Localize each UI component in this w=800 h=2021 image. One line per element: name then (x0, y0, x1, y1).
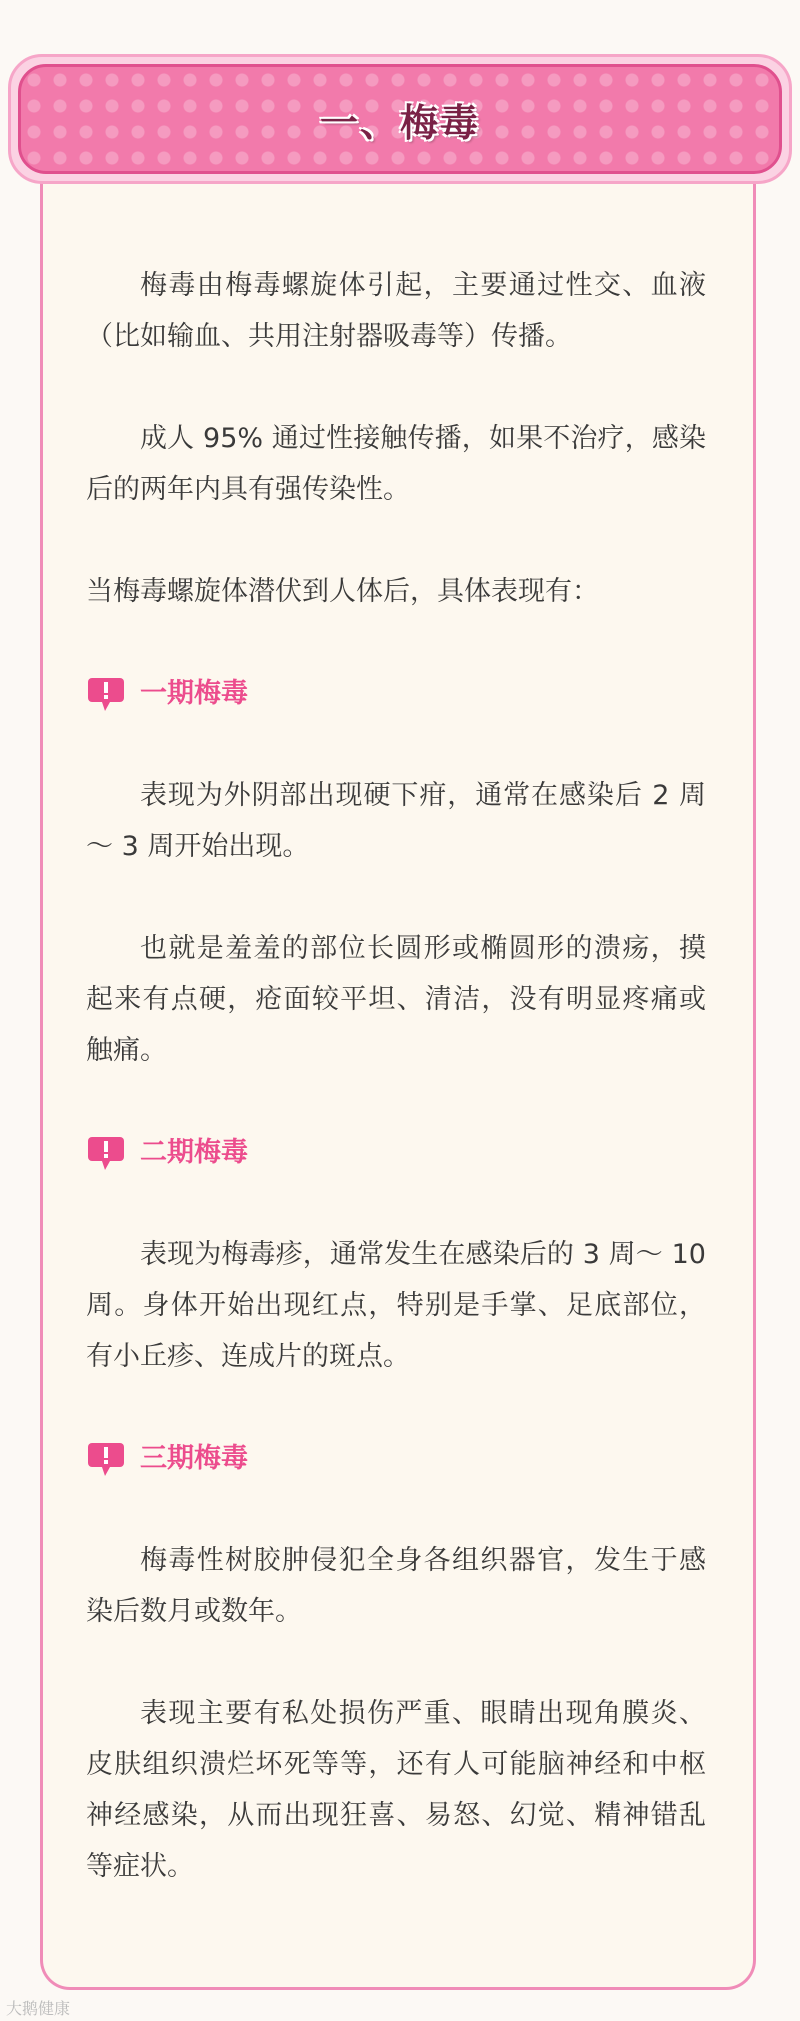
article-body (86, 260, 706, 1943)
stage3-paragraph-2: 表现主要有私处损伤严重、眼睛出现角膜炎、皮肤组织溃烂坏死等等，还有人可能脑神经和中枢神经感染，从而出现狂喜、易怒、幻觉、精神错乱等症状。 (86, 1698, 706, 1882)
watermark: 大鹅健康 (6, 1999, 71, 2018)
stage3-title: 三期梅毒 (140, 1443, 248, 1474)
stage2-paragraph-1: 表现为梅毒疹，通常发生在感染后的 3 周～ 10 周。身体开始出现红点，特别是手掌、足底部位，有小丘疹、连成片的斑点。 (86, 1239, 706, 1372)
stage2-title: 二期梅毒 (140, 1137, 248, 1168)
intro-paragraph-1: 梅毒由梅毒螺旋体引起，主要通过性交、血液（比如输血、共用注射器吸毒等）传播。 (86, 270, 706, 352)
intro-paragraph-3: 当梅毒螺旋体潜伏到人体后，具体表现有： (86, 576, 599, 607)
intro-paragraph-2: 成人 95% 通过性接触传播，如果不治疗，感染后的两年内具有强传染性。 (86, 423, 706, 505)
page-title: 一、梅毒 (319, 100, 480, 145)
stage3-paragraph-1: 梅毒性树胶肿侵犯全身各组织器官，发生于感染后数月或数年。 (86, 1545, 706, 1627)
exclamation-bubble-icon (86, 676, 126, 712)
stage1-title: 一期梅毒 (140, 678, 248, 709)
section-heading-stage2 (86, 1127, 706, 1178)
stage1-paragraph-2: 也就是羞羞的部位长圆形或椭圆形的溃疡，摸起来有点硬，疮面较平坦、清洁，没有明显疼痛或触痛。 (86, 933, 706, 1066)
section-heading-stage1 (86, 668, 706, 719)
stage1-paragraph-1: 表现为外阴部出现硬下疳，通常在感染后 2 周～ 3 周开始出现。 (86, 780, 706, 862)
exclamation-bubble-icon (86, 1135, 126, 1171)
section-heading-stage3 (86, 1433, 706, 1484)
exclamation-bubble-icon (86, 1441, 126, 1477)
title-banner (18, 64, 782, 174)
